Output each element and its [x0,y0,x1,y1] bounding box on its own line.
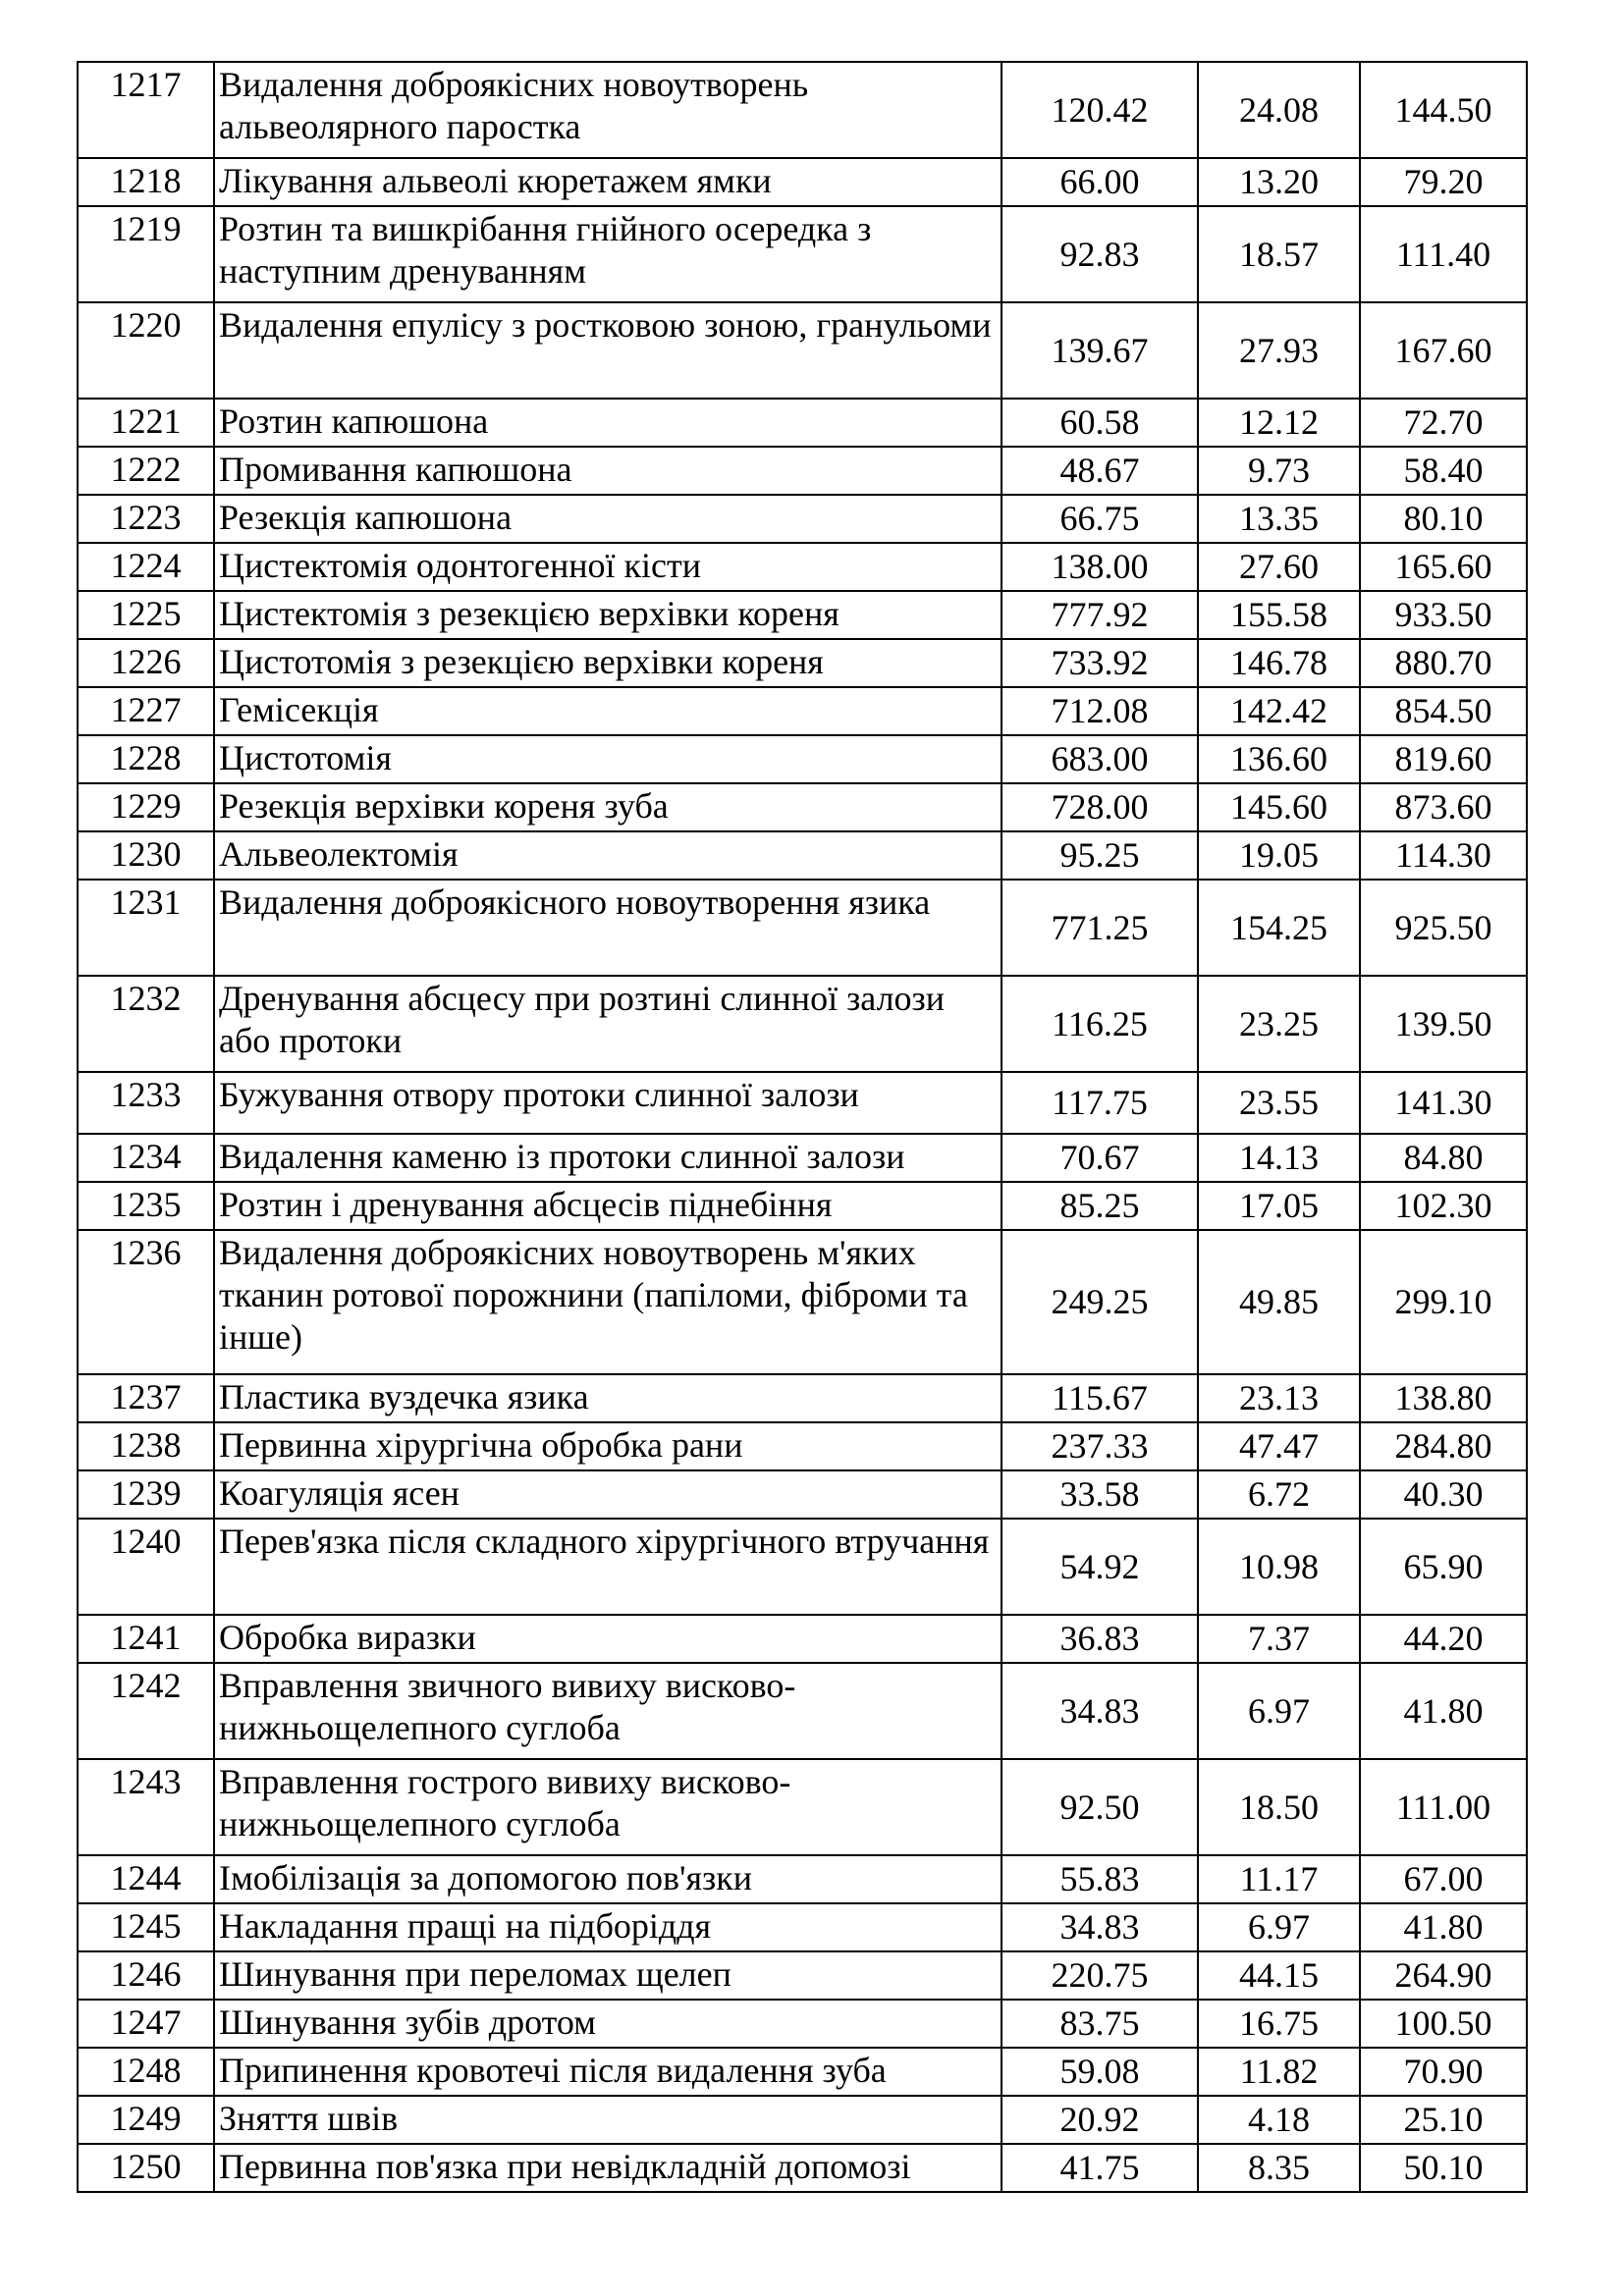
vat-cell: 136.60 [1198,735,1360,783]
cost-cell: 20.92 [1001,2096,1198,2144]
vat-cell: 18.50 [1198,1759,1360,1855]
table-row [78,399,1527,447]
table-row [78,1182,1527,1230]
service-name-cell: Резекція верхівки кореня зуба [214,783,1001,831]
cost-cell: 54.92 [1001,1519,1198,1615]
service-code-cell: 1241 [78,1615,214,1663]
service-name-cell: Промивання капюшона [214,447,1001,495]
vat-cell: 27.93 [1198,302,1360,399]
vat-cell: 18.57 [1198,206,1360,302]
table-row [78,687,1527,735]
cost-cell: 48.67 [1001,447,1198,495]
cost-cell: 771.25 [1001,880,1198,976]
cost-cell: 70.67 [1001,1134,1198,1182]
cost-cell: 34.83 [1001,1663,1198,1759]
table-row [78,2000,1527,2048]
service-code-cell: 1228 [78,735,214,783]
service-code-cell: 1235 [78,1182,214,1230]
total-price-cell: 41.80 [1360,1903,1527,1951]
vat-cell: 6.72 [1198,1470,1360,1519]
table-row [78,543,1527,591]
service-code-cell: 1227 [78,687,214,735]
cost-cell: 237.33 [1001,1422,1198,1470]
service-name-cell: Припинення кровотечі після видалення зуба [214,2048,1001,2096]
service-code-cell: 1242 [78,1663,214,1759]
total-price-cell: 50.10 [1360,2144,1527,2192]
service-name-cell: Шинування зубів дротом [214,2000,1001,2048]
cost-cell: 728.00 [1001,783,1198,831]
vat-cell: 19.05 [1198,831,1360,880]
cost-cell: 138.00 [1001,543,1198,591]
cost-cell: 33.58 [1001,1470,1198,1519]
vat-cell: 44.15 [1198,1951,1360,2000]
service-name-cell: Первинна пов'язка при невідкладній допомозі [214,2144,1001,2192]
service-name-cell: Вправлення звичного вивиху висково-нижньощелепного суглоба [214,1663,1001,1759]
service-name-cell: Розтин і дренування абсцесів піднебіння [214,1182,1001,1230]
service-name-cell: Розтин та вишкрібання гнійного осередка з наступним дренуванням [214,206,1001,302]
service-code-cell: 1234 [78,1134,214,1182]
cost-cell: 66.75 [1001,495,1198,543]
service-name-cell: Пластика вуздечка язика [214,1374,1001,1422]
cost-cell: 41.75 [1001,2144,1198,2192]
cost-cell: 116.25 [1001,976,1198,1072]
table-row [78,1519,1527,1615]
total-price-cell: 111.00 [1360,1759,1527,1855]
cost-cell: 777.92 [1001,591,1198,639]
vat-cell: 23.55 [1198,1072,1360,1134]
service-name-cell: Коагуляція ясен [214,1470,1001,1519]
service-name-cell: Шинування при переломах щелеп [214,1951,1001,2000]
table-row [78,1072,1527,1134]
vat-cell: 8.35 [1198,2144,1360,2192]
cost-cell: 83.75 [1001,2000,1198,2048]
vat-cell: 27.60 [1198,543,1360,591]
total-price-cell: 284.80 [1360,1422,1527,1470]
cost-cell: 59.08 [1001,2048,1198,2096]
service-code-cell: 1230 [78,831,214,880]
table-row [78,880,1527,976]
table-row [78,1855,1527,1903]
service-code-cell: 1246 [78,1951,214,2000]
vat-cell: 6.97 [1198,1663,1360,1759]
service-code-cell: 1244 [78,1855,214,1903]
cost-cell: 92.50 [1001,1759,1198,1855]
total-price-cell: 41.80 [1360,1663,1527,1759]
table-row [78,206,1527,302]
vat-cell: 23.25 [1198,976,1360,1072]
service-code-cell: 1250 [78,2144,214,2192]
cost-cell: 712.08 [1001,687,1198,735]
service-code-cell: 1237 [78,1374,214,1422]
vat-cell: 11.17 [1198,1855,1360,1903]
vat-cell: 49.85 [1198,1230,1360,1374]
vat-cell: 146.78 [1198,639,1360,687]
price-table [77,61,1528,2193]
service-name-cell: Цистектомія одонтогенної кісти [214,543,1001,591]
service-code-cell: 1224 [78,543,214,591]
table-row [78,495,1527,543]
table-row [78,447,1527,495]
service-code-cell: 1226 [78,639,214,687]
total-price-cell: 819.60 [1360,735,1527,783]
service-code-cell: 1231 [78,880,214,976]
total-price-cell: 138.80 [1360,1374,1527,1422]
service-name-cell: Первинна хірургічна обробка рани [214,1422,1001,1470]
vat-cell: 23.13 [1198,1374,1360,1422]
table-row [78,783,1527,831]
service-code-cell: 1232 [78,976,214,1072]
service-code-cell: 1239 [78,1470,214,1519]
service-name-cell: Видалення каменю із протоки слинної залози [214,1134,1001,1182]
service-code-cell: 1229 [78,783,214,831]
cost-cell: 55.83 [1001,1855,1198,1903]
service-code-cell: 1221 [78,399,214,447]
cost-cell: 66.00 [1001,158,1198,206]
service-name-cell: Цистотомія з резекцією верхівки кореня [214,639,1001,687]
total-price-cell: 40.30 [1360,1470,1527,1519]
table-row [78,1759,1527,1855]
total-price-cell: 58.40 [1360,447,1527,495]
vat-cell: 16.75 [1198,2000,1360,2048]
total-price-cell: 80.10 [1360,495,1527,543]
table-row [78,1663,1527,1759]
total-price-cell: 299.10 [1360,1230,1527,1374]
table-row [78,976,1527,1072]
service-name-cell: Видалення епулісу з ростковою зоною, гранульоми [214,302,1001,399]
service-code-cell: 1225 [78,591,214,639]
service-code-cell: 1236 [78,1230,214,1374]
service-code-cell: 1220 [78,302,214,399]
table-row [78,2048,1527,2096]
vat-cell: 13.20 [1198,158,1360,206]
service-name-cell: Зняття швів [214,2096,1001,2144]
cost-cell: 120.42 [1001,62,1198,158]
table-row [78,2096,1527,2144]
vat-cell: 24.08 [1198,62,1360,158]
cost-cell: 683.00 [1001,735,1198,783]
service-code-cell: 1249 [78,2096,214,2144]
table-row [78,831,1527,880]
service-code-cell: 1233 [78,1072,214,1134]
table-row [78,1134,1527,1182]
cost-cell: 85.25 [1001,1182,1198,1230]
service-name-cell: Бужування отвору протоки слинної залози [214,1072,1001,1134]
table-row [78,1903,1527,1951]
service-name-cell: Накладання пращі на підборіддя [214,1903,1001,1951]
service-name-cell: Дренування абсцесу при розтині слинної залози або протоки [214,976,1001,1072]
vat-cell: 11.82 [1198,2048,1360,2096]
service-code-cell: 1243 [78,1759,214,1855]
service-code-cell: 1217 [78,62,214,158]
total-price-cell: 141.30 [1360,1072,1527,1134]
total-price-cell: 44.20 [1360,1615,1527,1663]
total-price-cell: 70.90 [1360,2048,1527,2096]
service-name-cell: Імобілізація за допомогою пов'язки [214,1855,1001,1903]
vat-cell: 145.60 [1198,783,1360,831]
service-code-cell: 1238 [78,1422,214,1470]
service-name-cell: Вправлення гострого вивиху висково-нижньощелепного суглоба [214,1759,1001,1855]
vat-cell: 17.05 [1198,1182,1360,1230]
service-code-cell: 1247 [78,2000,214,2048]
vat-cell: 4.18 [1198,2096,1360,2144]
table-row [78,1470,1527,1519]
table-row [78,1951,1527,2000]
cost-cell: 60.58 [1001,399,1198,447]
service-name-cell: Альвеолектомія [214,831,1001,880]
service-code-cell: 1222 [78,447,214,495]
service-code-cell: 1223 [78,495,214,543]
total-price-cell: 114.30 [1360,831,1527,880]
total-price-cell: 100.50 [1360,2000,1527,2048]
service-name-cell: Видалення доброякісних новоутворень м'яких тканин ротової порожнини (папіломи, фіброми та інше) [214,1230,1001,1374]
cost-cell: 733.92 [1001,639,1198,687]
service-code-cell: 1248 [78,2048,214,2096]
vat-cell: 10.98 [1198,1519,1360,1615]
table-row [78,591,1527,639]
total-price-cell: 165.60 [1360,543,1527,591]
service-code-cell: 1219 [78,206,214,302]
cost-cell: 117.75 [1001,1072,1198,1134]
total-price-cell: 144.50 [1360,62,1527,158]
table-row [78,1422,1527,1470]
total-price-cell: 79.20 [1360,158,1527,206]
total-price-cell: 167.60 [1360,302,1527,399]
service-name-cell: Видалення доброякісного новоутворення язика [214,880,1001,976]
total-price-cell: 854.50 [1360,687,1527,735]
cost-cell: 115.67 [1001,1374,1198,1422]
total-price-cell: 880.70 [1360,639,1527,687]
service-code-cell: 1240 [78,1519,214,1615]
table-row [78,62,1527,158]
total-price-cell: 139.50 [1360,976,1527,1072]
total-price-cell: 873.60 [1360,783,1527,831]
table-row [78,158,1527,206]
total-price-cell: 102.30 [1360,1182,1527,1230]
table-row [78,1374,1527,1422]
vat-cell: 6.97 [1198,1903,1360,1951]
vat-cell: 14.13 [1198,1134,1360,1182]
total-price-cell: 925.50 [1360,880,1527,976]
service-code-cell: 1245 [78,1903,214,1951]
total-price-cell: 65.90 [1360,1519,1527,1615]
service-name-cell: Розтин капюшона [214,399,1001,447]
cost-cell: 36.83 [1001,1615,1198,1663]
service-name-cell: Обробка виразки [214,1615,1001,1663]
table-row [78,2144,1527,2192]
price-table-body [78,62,1527,2192]
cost-cell: 34.83 [1001,1903,1198,1951]
total-price-cell: 933.50 [1360,591,1527,639]
vat-cell: 154.25 [1198,880,1360,976]
total-price-cell: 264.90 [1360,1951,1527,2000]
total-price-cell: 111.40 [1360,206,1527,302]
vat-cell: 9.73 [1198,447,1360,495]
vat-cell: 47.47 [1198,1422,1360,1470]
service-name-cell: Резекція капюшона [214,495,1001,543]
total-price-cell: 67.00 [1360,1855,1527,1903]
service-name-cell: Перев'язка після складного хірургічного втручання [214,1519,1001,1615]
service-name-cell: Цистотомія [214,735,1001,783]
vat-cell: 12.12 [1198,399,1360,447]
total-price-cell: 25.10 [1360,2096,1527,2144]
total-price-cell: 72.70 [1360,399,1527,447]
service-code-cell: 1218 [78,158,214,206]
vat-cell: 142.42 [1198,687,1360,735]
vat-cell: 7.37 [1198,1615,1360,1663]
service-name-cell: Лікування альвеолі кюретажем ямки [214,158,1001,206]
table-row [78,1615,1527,1663]
cost-cell: 92.83 [1001,206,1198,302]
table-row [78,639,1527,687]
cost-cell: 249.25 [1001,1230,1198,1374]
service-name-cell: Гемісекція [214,687,1001,735]
table-row [78,1230,1527,1374]
cost-cell: 220.75 [1001,1951,1198,2000]
cost-cell: 139.67 [1001,302,1198,399]
table-row [78,735,1527,783]
cost-cell: 95.25 [1001,831,1198,880]
service-name-cell: Видалення доброякісних новоутворень альвеолярного паростка [214,62,1001,158]
vat-cell: 155.58 [1198,591,1360,639]
table-row [78,302,1527,399]
vat-cell: 13.35 [1198,495,1360,543]
total-price-cell: 84.80 [1360,1134,1527,1182]
service-name-cell: Цистектомія з резекцією верхівки кореня [214,591,1001,639]
